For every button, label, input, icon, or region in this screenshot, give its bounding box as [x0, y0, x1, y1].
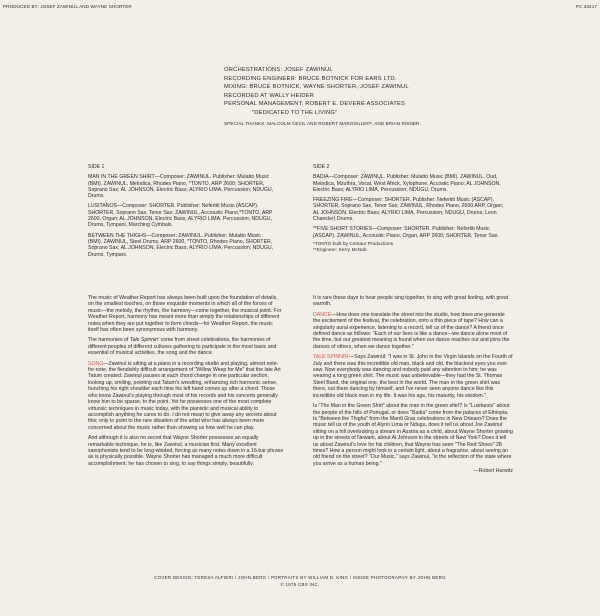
liner-text: —Says Zawinul: "I was in St. John in the Virgin Islands on the Fourth of July and there was this incredible old man, black and old, the blackest eyes you ever saw. Now everybody was dancing and nobody paid any attention to him; he was wearing a long green shirt. The music was unbelievable—they had the St. Thomas Steel Band, the original one, the best in the world. The man in the green shirt was there, out there dancing by himself, and I've never seen anyone dance like this incredible old black man in my life. It was his age, his maturity, his wisdom." — [313, 354, 513, 399]
tonto-footnote: *TONTO built by Centaur Productions — [313, 240, 394, 246]
track-title: LUSITANOS — [88, 203, 118, 210]
orchestrations-credit: ORCHESTRATIONS: JOSEF ZAWINUL — [224, 67, 333, 73]
credits-block — [224, 66, 524, 126]
recorded-credit: RECORDED AT WALLY HEIDER — [224, 92, 315, 99]
track-entry — [88, 174, 274, 199]
side1-tracklist — [88, 164, 274, 262]
liner-paragraph: And although it is also no secret that Wayne Shorter possesses an equally remarkable technique, he is, like Zawinul, a musician first. Many excellent saxophonists tend to be long-winded, forcing as many notes down in a 16-bar phrase as is physically possible. Wayne Shorter has managed a much more difficult accomplishment: he has chosen to sing, to say things simply, beautifully. — [88, 435, 284, 467]
side1-heading: SIDE 1 — [88, 164, 105, 170]
track-details: —Composer: SHORTER. Publisher: Nefertiti Music (ASCAP). SHORTER, Soprano Sax, Tenor Sax; ZAWINUL, Accoustic Piano,*TONTO, ARP 2600, Organ; AL JOHNSON, Electric Bass; ALYRIO LIMA, Percussion; NDUGU, Drums, Tympani, Marching Cymbals. — [88, 203, 273, 229]
author-signature: —Robert Hurwitz — [473, 468, 513, 475]
tale-spinnin-label: TALE SPINNIN' — [313, 354, 350, 361]
liner-text: —Zawinul is sitting at a piano in a recording studio and playing, almost note-for-note, the fiendishly difficult arrangement of "Willow Weep for Me" that the late Art Tatum created. Zawinul pauses at each chord change in one particular section, looking up, smiling, pointing out Tatum's wrestling, enhancing rich harmonic sense, hunching his right shoulder each time his left hand comes up after a chord. Those who know Zawinul's playing through most of his records and his concerts generally know him to be sparse, to the point. Yet he possesses one of the most complete virtuosic techniques in music today, with the pianistic and musical ability to accomplish anything he cares to do. I do not mean to give away any secrets about this; only to point to the rare situation of the artist who has always been more concerned about the music rather than showing us how well he can play. — [88, 360, 281, 431]
song-label: SONG — [88, 360, 104, 367]
liner-paragraph: It is rare these days to hear people sing together, to sing with great feeling, with great warmth. — [313, 295, 509, 308]
album-title: Tale Spinnin' — [129, 337, 160, 344]
track-title: **FIVE SHORT STORIES — [313, 226, 373, 233]
track-details: —Composer: SHORTER. Publisher: Nefertiti Music (ASCAP). SHORTER, Soprano Sax, Tenor Sax; ZAWINUL, Rhodes Piano, 2600 ARP, Organ; AL JOHNSON, Electric Bass; ALYRIO LIMA, Percussion; NDUGU, Drums, Leon Chancler) Drums. — [313, 197, 504, 223]
liner-text: The harmonies of — [88, 337, 130, 344]
track-details: —Composer: ZAWINUL. Publisher: Mulatto Music (BMI). ZAWINUL, Melodica, Rhodes Piano, *TONTO, ARP 2600; SHORTER, Soprano Sax; AL JOHNSON, Electric Bass; ALYRIO LIMA, Percussion; NDUGU, Drums. — [88, 174, 274, 200]
liner-paragraph — [313, 354, 513, 399]
special-thanks: SPECIAL THANKS: MALCOLM CECIL AND ROBERT MARGOULEFF, AND BRIAN RISNER. — [224, 120, 421, 126]
track-entry — [88, 203, 274, 228]
copyright: © 1975 CBS INC. — [280, 582, 320, 587]
catalog-number: PC 33417 — [575, 4, 597, 9]
footer-credits: COVER DESIGN: TERESA ALFIERI / JOHN BERG / PORTRAITS BY WILLIAM D. KING / INSIDE PHOTOGRAPHY BY JOHN BERG — [154, 575, 446, 580]
management-credit: PERSONAL MANAGEMENT: ROBERT E. DEVERE ASSOCIATES — [224, 101, 406, 108]
side2-tracklist — [313, 164, 509, 252]
liner-notes-left — [88, 295, 284, 471]
liner-paragraph — [313, 312, 513, 350]
dedication: "DEDICATED TO THE LIVING" — [252, 109, 338, 116]
track-title: FREEZING FIRE — [313, 197, 353, 204]
track-details: —Composer: ZAWINUL. Publisher: Mulatto Music (BMI). ZAWINUL, Steel Drums, ARP 2600, *TONTO, Rhodes Piano, SHORTER, Soprano Sax; AL JOHNSON, Electric Bass; ALYRIO LIMA, Percussion; NDUGU, Drums, Tympani. — [88, 232, 274, 258]
track-entry — [313, 226, 509, 239]
liner-paragraph: The music of Weather Report has always been built upon the foundation of details, on the smallest touches, on those exquisite moments in which all of the forces of music—the melody, the rhythm, the harmony—come together, the musical point. For Weather Report, harmony has meant more than simply the relationships of different notes when they are put together to form chords—for Weather Report, the music itself has often been synonymous with harmony. — [88, 295, 282, 334]
track-details: —Composer: ZAWINUL. Publisher: Mulatto Music (BMI). ZAWINUL, Oud, Melodica, Mzuthra, Vocal, West Africk, Xylophone, Accostic Piano; AL JOHNSON, Electric Bass; ALYRIO LIMA, Percussion; NDUGU, Drums. — [313, 174, 501, 193]
track-title: BADIA — [313, 174, 329, 181]
liner-notes-right — [313, 295, 513, 475]
producer-credit: PRODUCED BY: JOSEF ZAWINUL AND WAYNE SHORTER — [3, 4, 132, 9]
engineer-credit: RECORDING ENGINEER: BRUCE BOTNICK FOR EARS LTD. — [224, 75, 397, 82]
dance-label: DANCE — [313, 311, 332, 318]
liner-text: —How does one translate the street into the studio, how does one generate the excitement of the festival, the celebration, onto a thin piece of tape? How can a singularly aural experience, listening to a record, tell us of the dance? A friend once defined dance as follows: "Each of our lives is like a dance—we dance alone most of the time, but our greatest meaning is found when our dance reaches out and joins the dances of others, when we dance together." — [313, 311, 510, 350]
engineer-footnote: **Engineer: Kerry McNab — [313, 246, 367, 252]
track-entry — [313, 174, 509, 193]
mixing-credit: MIXING: BRUCE BOTNICK, WAYNE SHORTER, JOSEF ZAWINUL — [224, 84, 409, 91]
liner-paragraph — [88, 337, 284, 356]
liner-text: come from street celebrations, the harmonies of different peoples of different cultures gathering to participate in the most basic and essential of musical activities, the song and the dance. — [88, 337, 277, 357]
track-title: MAN IN THE GREEN SHIRT — [88, 174, 155, 181]
track-title: BETWEEN THE THIGHS — [88, 232, 147, 239]
liner-paragraph: Is "The Man in the Green Shirt" about the man in the green shirt? Is "Lusitanos" about the people of the hills of Portugal, or does "Badia" come from the palaces of Ethiopia. Is "Between the Thighs" from the Mardi Gras celebrations in New Orleans? Does the music tell us of the youth of Alyrio Lima or Ndugu, does it tell us about Joe Zawinul sitting on a hill overlooking a stream in Austria as a child, about Wayne Shorter growing up in the streets of Newark, about Al Johnson in the streets of New York? Does it tell us about Zawinul's love for his children, that Wayne has seen "The Red Shoes" 28 times? How a person might look in a certain light, about a fragrance, about seeing an old friend on the street? "Our Music," says Zawinul, "is the reflection of the state where you arrive as a human being." — [313, 403, 513, 467]
track-entry — [313, 197, 509, 222]
side2-heading: SIDE 2 — [313, 164, 330, 170]
track-entry — [88, 233, 274, 258]
track-details: —Composer: SHORTER. Publisher: Nefertiti Music (ASCAP). ZAWINUL, Accoustic Piano, Organ, ARP 2600; SHORTER, Tenor Sax. — [313, 226, 499, 239]
liner-paragraph — [88, 361, 284, 431]
